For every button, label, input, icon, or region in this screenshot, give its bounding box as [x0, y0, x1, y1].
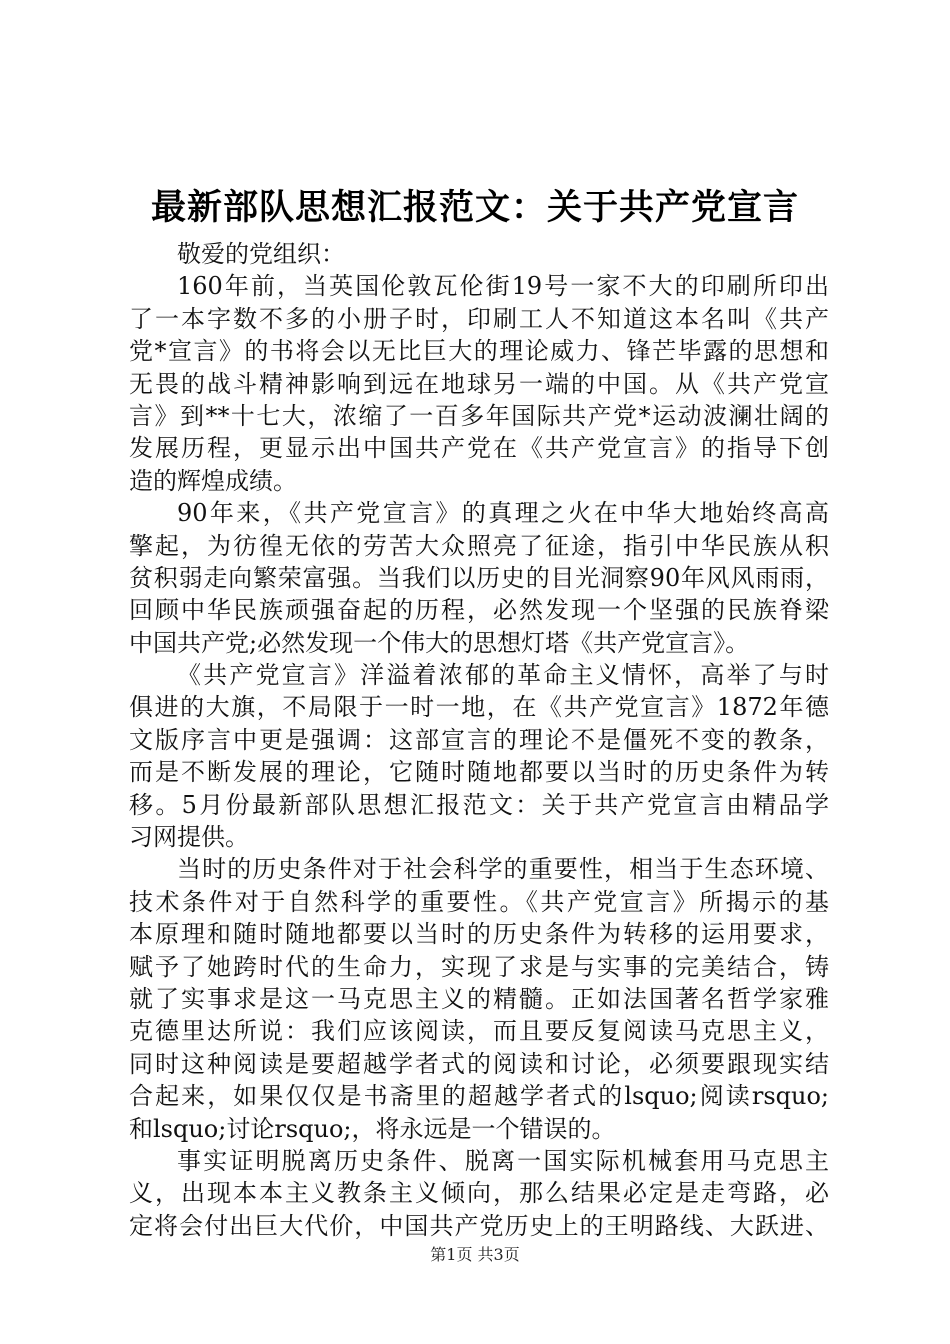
document-title: 最新部队思想汇报范文：关于共产党宣言 — [150, 187, 799, 228]
body-line: 言》到**十七大，浓缩了一百多年国际共产党*运动波澜壮阔的 — [129, 401, 829, 430]
body-line: 《共产党宣言》洋溢着浓郁的革命主义情怀，高举了与时 — [177, 661, 829, 690]
body-line: 造的辉煌成绩。 — [129, 466, 297, 495]
body-line: 克德里达所说：我们应该阅读，而且要反复阅读马克思主义， — [129, 1017, 829, 1046]
body-line: 擎起，为彷徨无依的劳苦大众照亮了征途，指引中华民族从积 — [129, 531, 829, 560]
body-line: 党*宣言》的书将会以无比巨大的理论威力、锋芒毕露的思想和 — [129, 337, 829, 366]
body-line: 文版序言中更是强调：这部宣言的理论不是僵死不变的教条， — [129, 725, 829, 754]
body-line: 习网提供。 — [129, 823, 249, 852]
body-line: 移。5月份最新部队思想汇报范文：关于共产党宣言由精品学 — [129, 790, 829, 819]
body-line: 发展历程，更显示出中国共产党在《共产党宣言》的指导下创 — [129, 434, 829, 463]
body-line: 义，出现本本主义教条主义倾向，那么结果必定是走弯路，必 — [129, 1179, 829, 1208]
body-line: 当时的历史条件对于社会科学的重要性，相当于生态环境、 — [177, 855, 829, 884]
body-line: 同时这种阅读是要超越学者式的阅读和讨论，必须要跟现实结 — [129, 1049, 829, 1078]
body-line: 定将会付出巨大代价，中国共产党历史上的王明路线、大跃进、 — [129, 1211, 829, 1240]
body-line: 敬爱的党组织： — [177, 240, 345, 268]
body-line: 和lsquo;讨论rsquo;，将永远是一个错误的。 — [129, 1114, 616, 1143]
body-line: 合起来，如果仅仅是书斋里的超越学者式的lsquo;阅读rsquo; — [129, 1082, 829, 1111]
body-line: 了一本字数不多的小册子时，印刷工人不知道这本名叫《共产 — [129, 304, 829, 333]
body-line: 无畏的战斗精神影响到远在地球另一端的中国。从《共产党宣 — [129, 369, 829, 398]
body-line: 中国共产党;必然发现一个伟大的思想灯塔《共产党宣言》。 — [129, 628, 750, 657]
body-line: 回顾中华民族顽强奋起的历程，必然发现一个坚强的民族脊梁 — [129, 596, 829, 625]
body-line: 赋予了她跨时代的生命力，实现了求是与实事的完美结合，铸 — [129, 952, 829, 981]
body-line: 就了实事求是这一马克思主义的精髓。正如法国著名哲学家雅 — [129, 984, 829, 1013]
document-body — [129, 238, 829, 1242]
page-footer: 第1页 共3页 — [430, 1245, 520, 1264]
body-line: 而是不断发展的理论，它随时随地都要以当时的历史条件为转 — [129, 758, 829, 787]
body-line: 事实证明脱离历史条件、脱离一国实际机械套用马克思主 — [177, 1146, 829, 1175]
body-line: 90年来，《共产党宣言》的真理之火在中华大地始终高高 — [177, 499, 829, 528]
body-line: 本原理和随时随地都要以当时的历史条件为转移的运用要求， — [129, 920, 829, 949]
body-line: 贫积弱走向繁荣富强。当我们以历史的目光洞察90年风风雨雨， — [129, 563, 829, 592]
body-line: 160年前，当英国伦敦瓦伦街19号一家不大的印刷所印出 — [177, 272, 829, 301]
body-line: 技术条件对于自然科学的重要性。《共产党宣言》所揭示的基 — [129, 887, 829, 916]
body-line: 俱进的大旗，不局限于一时一地，在《共产党宣言》1872年德 — [129, 693, 829, 722]
